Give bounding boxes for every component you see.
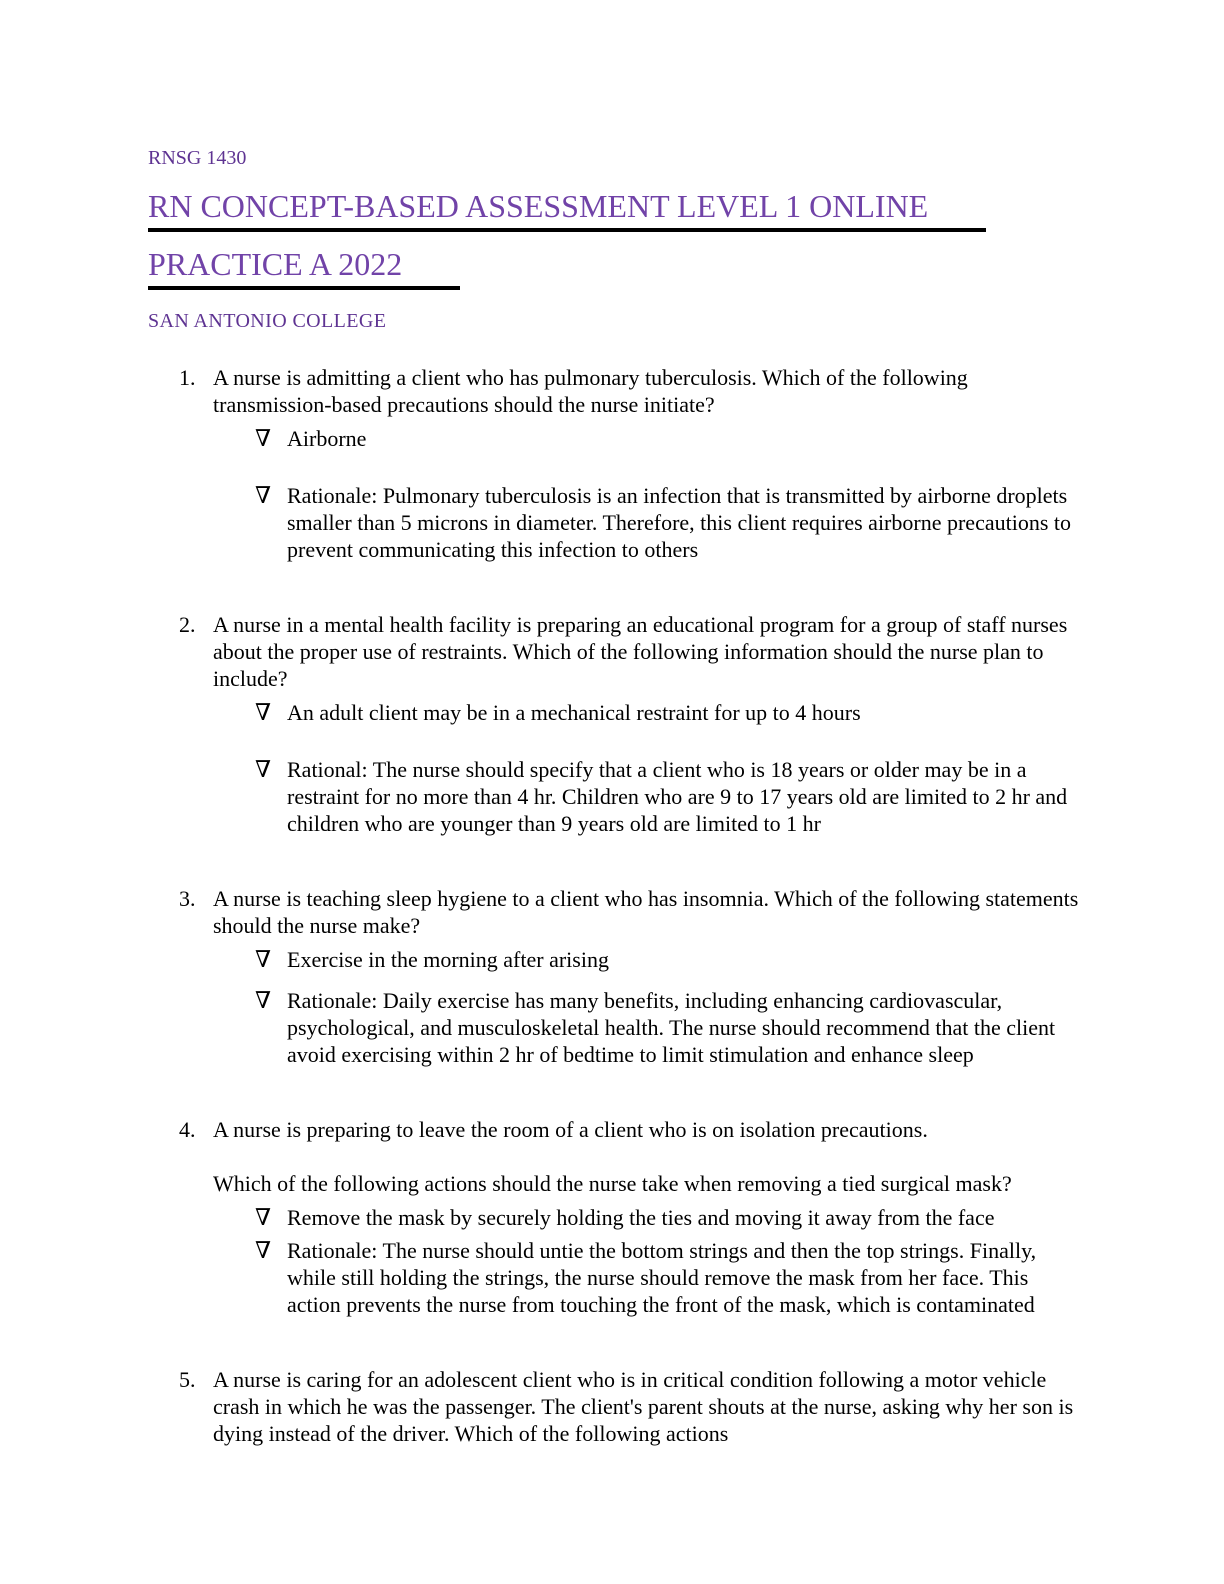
answer-text: An adult client may be in a mechanical restraint for up to 4 hours bbox=[287, 700, 861, 725]
document-title-line-1: RN CONCEPT-BASED ASSESSMENT LEVEL 1 ONLINE bbox=[148, 187, 986, 232]
answer-text: Airborne bbox=[287, 426, 367, 451]
question-text: A nurse in a mental health facility is preparing an educational program for a group of staff nurses about the proper use of restraints. Which of the following information should the nurse plan to include? bbox=[213, 612, 1068, 691]
rationale-item bbox=[255, 987, 1079, 1068]
answer-text: Exercise in the morning after arising bbox=[287, 947, 609, 972]
rationale-item bbox=[255, 756, 1079, 837]
rationale-text: Rationale: Pulmonary tuberculosis is an infection that is transmitted by airborne droplets smaller than 5 microns in diameter. Therefore, this client requires airborne precautions to prevent communicating this infection to others bbox=[287, 483, 1071, 562]
answer-list bbox=[213, 1204, 1079, 1318]
question-number: 4. bbox=[179, 1117, 196, 1142]
nabla-bullet-icon: ∇ bbox=[255, 1205, 272, 1230]
question-number: 5. bbox=[179, 1367, 196, 1392]
question-item bbox=[148, 611, 1076, 837]
question-text: Which of the following actions should the nurse take when removing a tied surgical mask? bbox=[213, 1171, 1012, 1196]
rationale-text: Rational: The nurse should specify that a client who is 18 years or older may be in a restraint for no more than 4 hr. Children who are 9 to 17 years old are limited to 2 hr and children who are younger than 9 years old are limited to 1 hr bbox=[287, 757, 1068, 836]
course-code: RNSG 1430 bbox=[148, 147, 247, 169]
question-number: 2. bbox=[179, 612, 196, 637]
question-text: A nurse is admitting a client who has pulmonary tuberculosis. Which of the following transmission-based precautions should the nurse initiate? bbox=[213, 365, 968, 417]
question-body bbox=[213, 1116, 1079, 1318]
nabla-bullet-icon: ∇ bbox=[255, 426, 272, 451]
answer-list bbox=[213, 699, 1079, 837]
question-body bbox=[213, 364, 1079, 563]
nabla-bullet-icon: ∇ bbox=[255, 757, 272, 782]
question-number: 1. bbox=[179, 365, 196, 390]
questions-list bbox=[148, 364, 1079, 1447]
question-body bbox=[213, 885, 1079, 1068]
question-item bbox=[148, 1366, 1076, 1447]
question-text: A nurse is preparing to leave the room of a client who is on isolation precautions. bbox=[213, 1117, 928, 1142]
answer-text: Remove the mask by securely holding the ties and moving it away from the face bbox=[287, 1205, 995, 1230]
nabla-bullet-icon: ∇ bbox=[255, 700, 272, 725]
answer-item bbox=[255, 1204, 1079, 1231]
nabla-bullet-icon: ∇ bbox=[255, 1238, 272, 1263]
question-body bbox=[213, 611, 1079, 837]
nabla-bullet-icon: ∇ bbox=[255, 483, 272, 508]
question-item bbox=[148, 1116, 1076, 1318]
answer-item bbox=[255, 425, 1079, 452]
answer-item bbox=[255, 699, 1079, 726]
answer-item bbox=[255, 946, 1079, 973]
question-item bbox=[148, 885, 1079, 1068]
document-title bbox=[148, 187, 1076, 290]
question-item bbox=[148, 364, 1076, 563]
question-text: A nurse is teaching sleep hygiene to a client who has insomnia. Which of the following statements should the nurse make? bbox=[213, 886, 1079, 938]
answer-list bbox=[213, 425, 1079, 563]
answer-list bbox=[213, 946, 1079, 1068]
rationale-item bbox=[255, 482, 1079, 563]
question-number: 3. bbox=[179, 886, 196, 911]
rationale-text: Rationale: The nurse should untie the bottom strings and then the top strings. Finally, while still holding the strings, the nurse should remove the mask from her face. This action prevents the nurse from touching the front of the mask, which is contaminated bbox=[287, 1238, 1037, 1317]
nabla-bullet-icon: ∇ bbox=[255, 947, 272, 972]
rationale-text: Rationale: Daily exercise has many benefits, including enhancing cardiovascular, psychological, and musculoskeletal health. The nurse should recommend that the client avoid exercising within 2 hr of bedtime to limit stimulation and enhance sleep bbox=[287, 988, 1056, 1067]
question-text: A nurse is caring for an adolescent client who is in critical condition following a motor vehicle crash in which he was the passenger. The client's parent shouts at the nurse, asking why her son is dying instead of the driver. Which of the following actions bbox=[213, 1367, 1074, 1446]
document-title-line-2: PRACTICE A 2022 bbox=[148, 245, 460, 290]
question-body bbox=[213, 1366, 1076, 1447]
rationale-item bbox=[255, 1237, 1079, 1318]
nabla-bullet-icon: ∇ bbox=[255, 988, 272, 1013]
college-name: SAN ANTONIO COLLEGE bbox=[148, 310, 387, 332]
